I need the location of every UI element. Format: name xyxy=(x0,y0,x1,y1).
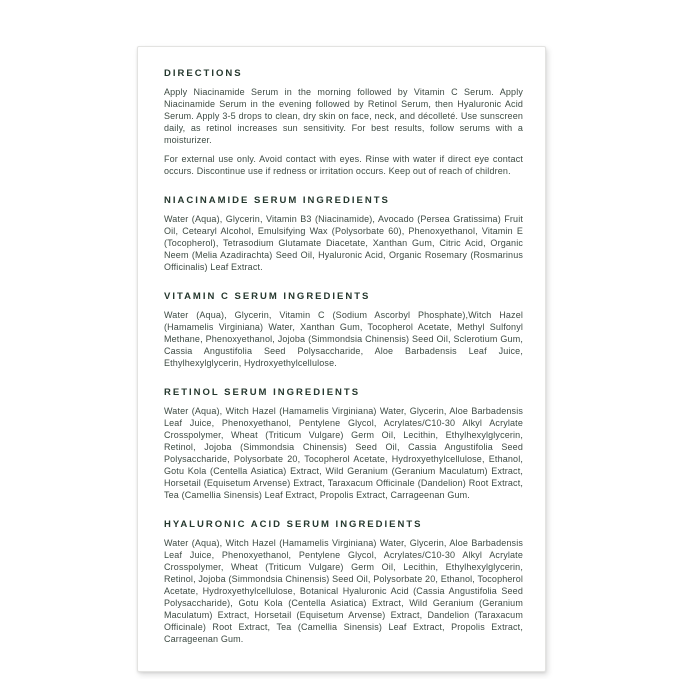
hyaluronic-acid-ingredients-list: Water (Aqua), Witch Hazel (Hamamelis Virginiana) Water, Glycerin, Aloe Barbadensis Leaf Juice, Phenoxyethanol, Pentylene Glycol, Acrylates/C10-30 Alkyl Acrylate Crosspolymer, Wheat (Triticum Vulgare) Germ Oil, Lecithin, Ethylhexylglycerin, Retinol, Jojoba (Simmondsia Chinensis) Seed Oil, Polysorbate 20, Ethanol, Tocopherol Acetate, Hydroxyethylcellulose, Botanical Hyaluronic Acid (Cassia Angustifolia Seed Polysaccharide), Gotu Kola (Centella Asiatica) Extract, Wild Geranium (Geranium Maculatum) Extract, Horsetail (Equisetum Arvense) Extract, Dandelion (Taraxacum Officinale) Root Extract, Tea (Camellia Sinensis) Leaf Extract, Propolis Extract, Carrageenan Gum. xyxy=(164,538,523,644)
hyaluronic-acid-ingredients-body xyxy=(164,537,523,645)
retinol-ingredients-body xyxy=(164,405,523,501)
vitamin-c-ingredients-list: Water (Aqua), Glycerin, Vitamin C (Sodium Ascorbyl Phosphate),Witch Hazel (Hamamelis Virginiana) Water, Xanthan Gum, Tocopherol Acetate, Methyl Sulfonyl Methane, Phenoxyethanol, Jojoba (Simmondsia Chinensis) Seed Oil, Sclerotium Gum, Cassia Angustifolia Seed Polysaccharide, Aloe Barbadensis Leaf Juice, Ethylhexylglycerin, Hydroxyethylcellulose. xyxy=(164,310,523,368)
section-niacinamide-ingredients xyxy=(164,195,523,273)
section-directions xyxy=(164,68,523,177)
section-vitamin-c-ingredients xyxy=(164,291,523,369)
section-retinol-ingredients xyxy=(164,387,523,501)
niacinamide-ingredients-list: Water (Aqua), Glycerin, Vitamin B3 (Niacinamide), Avocado (Persea Gratissima) Fruit Oil, Cetearyl Alcohol, Emulsifying Wax (Polysorbate 60), Phenoxyethanol, Vitamin E (Tocopherol), Tetrasodium Glutamate Diacetate, Xanthan Gum, Citric Acid, Organic Neem (Melia Azadirachta) Seed Oil, Hyaluronic Acid, Organic Rosemary (Rosmarinus Officinalis) Leaf Extract. xyxy=(164,214,523,272)
directions-paragraph-usage: Apply Niacinamide Serum in the morning followed by Vitamin C Serum. Apply Niacinamide Serum in the evening followed by Retinol Serum, then Hyaluronic Acid Serum. Apply 3-5 drops to clean, dry skin on face, neck, and décolleté. Use sunscreen daily, as retinol increases sun sensitivity. For best results, follow serums with a moisturizer. xyxy=(164,87,523,145)
hyaluronic-acid-ingredients-title: HYALURONIC ACID SERUM INGREDIENTS xyxy=(164,519,423,530)
retinol-ingredients-title: RETINOL SERUM INGREDIENTS xyxy=(164,387,361,398)
product-label-card xyxy=(137,46,546,672)
vitamin-c-ingredients-title: VITAMIN C SERUM INGREDIENTS xyxy=(164,291,371,302)
retinol-ingredients-list: Water (Aqua), Witch Hazel (Hamamelis Virginiana) Water, Glycerin, Aloe Barbadensis Leaf Juice, Phenoxyethanol, Pentylene Glycol, Acrylates/C10-30 Alkyl Acrylate Crosspolymer, Wheat (Triticum Vulgare) Germ Oil, Lecithin, Ethylhexylglycerin, Retinol, Jojoba (Simmondsia Chinensis) Seed Oil, Cassia Angustifolia Seed Polysaccharide, Polysorbate 20, Tocopherol Acetate, Hydroxyethylcellulose, Ethanol, Gotu Kola (Centella Asiatica) Extract, Wild Geranium (Geranium Maculatum) Extract, Horsetail (Equisetum Arvense) Extract, Taraxacum Officinale (Dandelion) Root Extract, Tea (Camellia Sinensis) Leaf Extract, Propolis Extract, Carrageenan Gum. xyxy=(164,406,523,500)
directions-body xyxy=(164,86,523,177)
directions-title: DIRECTIONS xyxy=(164,68,243,79)
niacinamide-ingredients-title: NIACINAMIDE SERUM INGREDIENTS xyxy=(164,195,390,206)
directions-paragraph-warning: For external use only. Avoid contact with eyes. Rinse with water if direct eye contact occurs. Discontinue use if redness or irritation occurs. Keep out of reach of children. xyxy=(164,154,523,176)
section-hyaluronic-acid-ingredients xyxy=(164,519,523,645)
niacinamide-ingredients-body xyxy=(164,213,523,273)
vitamin-c-ingredients-body xyxy=(164,309,523,369)
